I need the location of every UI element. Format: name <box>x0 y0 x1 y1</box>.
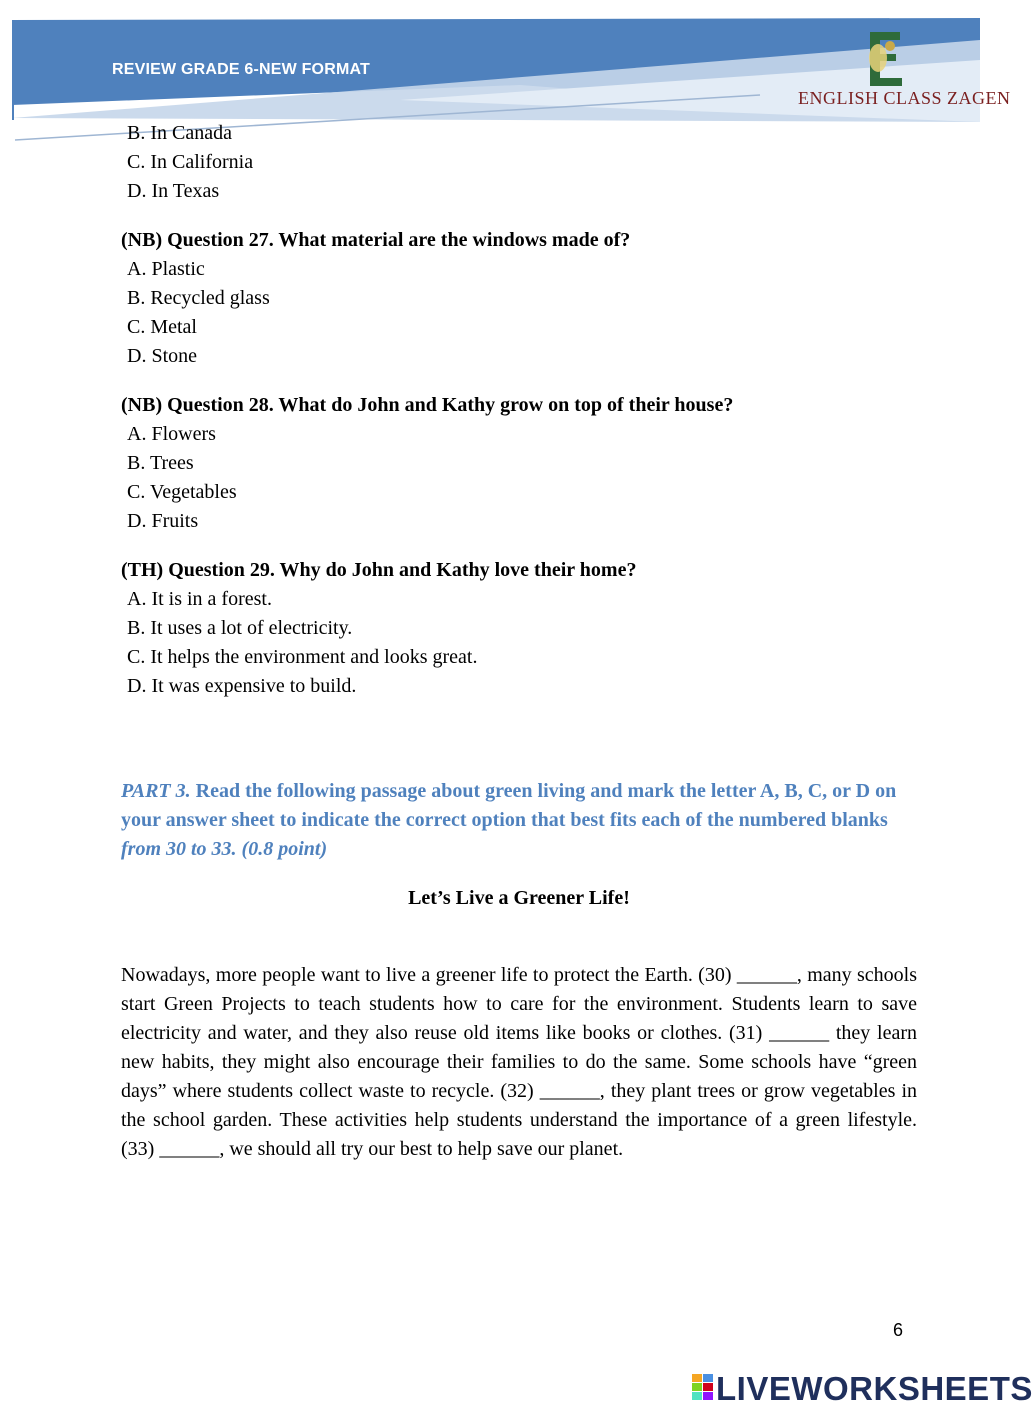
answer-option: A. Plastic <box>127 258 205 280</box>
answer-option: C. Metal <box>127 316 197 338</box>
part-instruction: Read the following passage about green living and mark the letter A, B, C, or D on your answer sheet to indicate the correct option that best fits each of the numbered blanks <box>121 780 897 831</box>
question-stem: (TH) Question 29. Why do John and Kathy love their home? <box>121 559 637 581</box>
question-27 <box>121 226 917 371</box>
question-stem: (NB) Question 27. What material are the windows made of? <box>121 229 631 251</box>
answer-option: D. Stone <box>127 345 197 367</box>
question-29 <box>121 556 917 701</box>
answer-option: C. In California <box>127 151 254 173</box>
answer-option: C. It helps the environment and looks great. <box>127 646 478 668</box>
answer-option: B. In Canada <box>127 122 232 144</box>
answer-option: D. Fruits <box>127 510 199 532</box>
question-stem: (NB) Question 28. What do John and Kathy grow on top of their house? <box>121 394 734 416</box>
answer-option: A. It is in a forest. <box>127 588 272 610</box>
liveworksheets-text: LIVEWORKSHEETS <box>716 1370 1033 1407</box>
document-body <box>121 119 917 1164</box>
answer-option: B. Recycled glass <box>127 287 270 309</box>
answer-option: D. It was expensive to build. <box>127 675 357 697</box>
part-label: PART 3. <box>121 780 191 802</box>
logo-text: ENGLISH CLASS ZAGEN <box>798 88 1011 108</box>
passage-text: Nowadays, more people want to live a greener life to protect the Earth. (30) ______, many schools start Green Projects to teach students how to care for the environment. Students learn to save electricity and water, and they also reuse old items like books or clothes. (31) ______ they learn new habits, they might also encourage their families to do the same. Some schools have “green days” where students collect waste to recycle. (32) ______, they plant trees or grow vegetables in the school garden. These activities help students understand the importance of a green lifestyle. (33) ______, we should all try our best to help save our planet. <box>121 964 917 1160</box>
part3-instructions <box>121 777 917 864</box>
answer-option: B. It uses a lot of electricity. <box>127 617 353 639</box>
previous-question-options <box>121 119 917 206</box>
logo-subtext <box>798 110 973 115</box>
logo <box>798 28 1011 118</box>
header-title: REVIEW GRADE 6-NEW FORMAT <box>112 61 371 78</box>
answer-option: D. In Texas <box>127 180 220 202</box>
answer-option: B. Trees <box>127 452 194 474</box>
logo-e-icon <box>860 28 910 88</box>
question-28 <box>121 391 917 536</box>
answer-option: A. Flowers <box>127 423 216 445</box>
liveworksheets-icon <box>692 1374 714 1400</box>
part-range: from 30 to 33. (0.8 point) <box>121 838 328 860</box>
answer-option: C. Vegetables <box>127 481 237 503</box>
page-number: 6 <box>893 1320 904 1340</box>
passage-title: Let’s Live a Greener Life! <box>408 887 630 909</box>
